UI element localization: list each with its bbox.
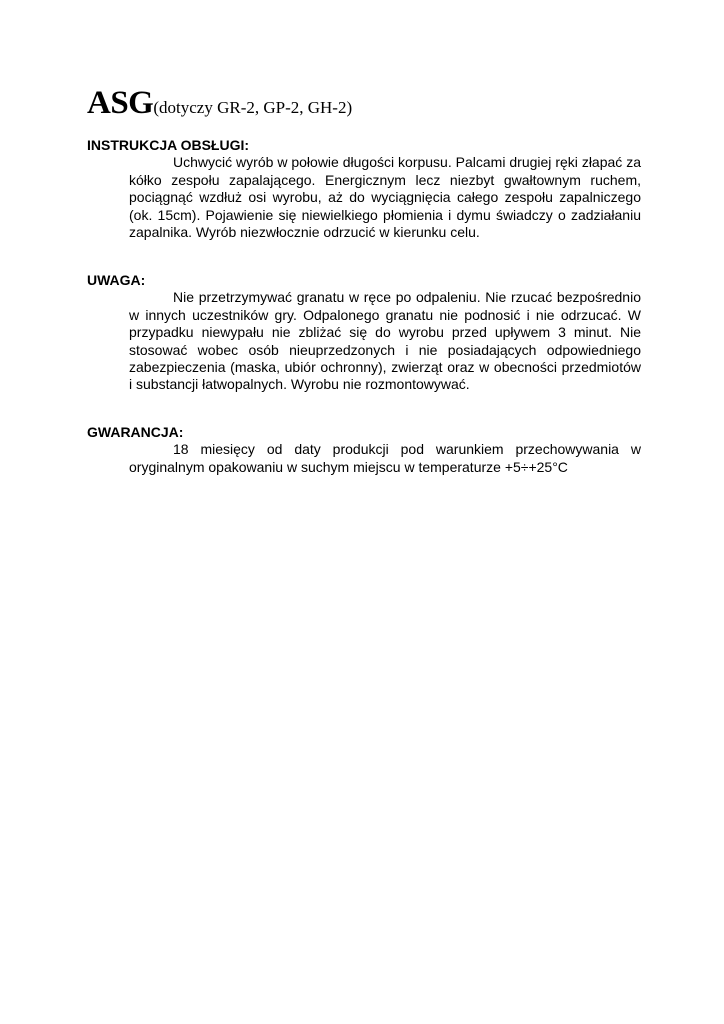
section-heading-instructions: INSTRUKCJA OBSŁUGI: bbox=[87, 137, 250, 153]
section-body-warranty: 18 miesięcy od daty produkcji pod warunkiem przechowywania w oryginalnym opakowaniu w suchym miejscu w temperaturze +5÷+25°C bbox=[129, 441, 641, 475]
document-title bbox=[87, 86, 352, 120]
section-body-warning: Nie przetrzymywać granatu w ręce po odpaleniu. Nie rzucać bezpośrednio w innych uczestników gry. Odpalonego granatu nie podnosić i nie odrzucać. W przypadku niewypału nie zbliżać się do wyrobu przed upływem 3 minut. Nie stosować wobec osób nieuprzedzonych i nie posiadających odpowiedniego zabezpieczenia (maska, ubiór ochronny), zwierząt oraz w obecności przedmiotów i substancji łatwopalnych. Wyrobu nie rozmontowywać. bbox=[129, 289, 641, 393]
section-instructions bbox=[87, 137, 642, 241]
title-main: ASG bbox=[87, 85, 154, 121]
section-heading-warning: UWAGA: bbox=[87, 272, 146, 288]
section-warranty bbox=[87, 424, 642, 476]
section-heading-warranty: GWARANCJA: bbox=[87, 424, 184, 440]
section-body-instructions: Uchwycić wyrób w połowie długości korpusu. Palcami drugiej ręki złapać za kółko zespołu zapalającego. Energicznym lecz niezbyt gwałtownym ruchem, pociągnąć wzdłuż osi wyrobu, aż do wyciągnięcia całego zespołu zapalniczego (ok. 15cm). Pojawienie się niewielkiego płomienia i dymu świadczy o zadziałaniu zapalnika. Wyrób niezwłocznie odrzucić w kierunku celu. bbox=[129, 154, 641, 241]
section-warning bbox=[87, 272, 642, 394]
title-subtitle: (dotyczy GR-2, GP-2, GH-2) bbox=[153, 98, 353, 117]
